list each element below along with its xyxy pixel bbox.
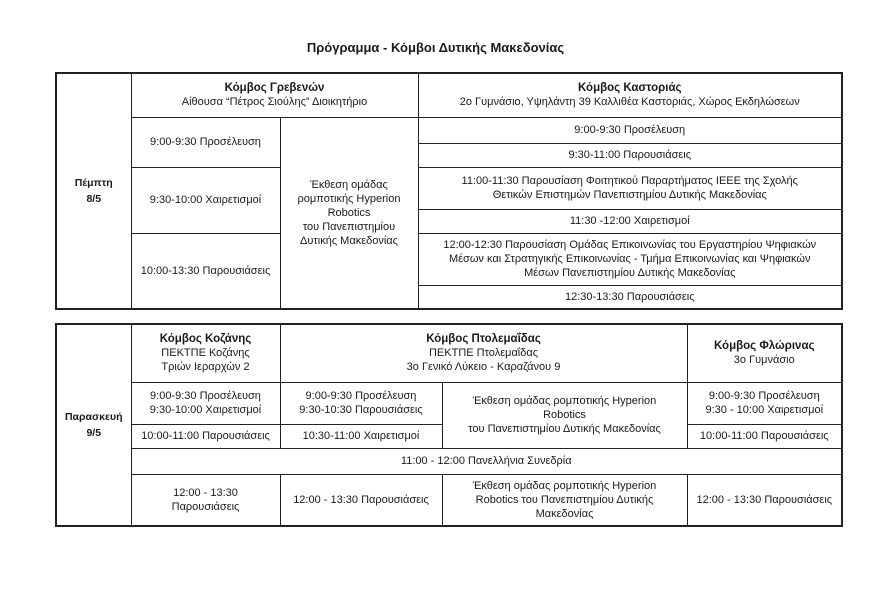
- thursday-date-label: 8/5: [86, 193, 102, 205]
- grevena-exhibit-cell: [280, 117, 418, 309]
- ptolemaida-slot: [280, 382, 442, 424]
- florina-node-name: Κόμβος Φλώρινας: [714, 340, 815, 353]
- ptolemaida-node-name: Κόμβος Πτολεμαΐδας: [426, 333, 541, 346]
- ptolemaida-venue-line: ΠΕΚΤΠΕ Πτολεμαΐδας: [428, 347, 539, 360]
- grevena-node-name: Κόμβος Γρεβενών: [224, 82, 325, 95]
- exhibit-line: Έκθεση ομάδας ρομποτικής Hyperion: [472, 479, 657, 492]
- slot-line: 9:30 - 10:00 Χαιρετισμοί: [705, 404, 824, 416]
- grevena-slot: 10:00-13:30 Παρουσιάσεις: [131, 233, 280, 309]
- exhibit-line: Robotics του Πανεπιστημίου Δυτικής: [475, 493, 654, 506]
- grevena-slot: 9:30-10:00 Χαιρετισμοί: [131, 167, 280, 233]
- slot-line: 12:00 - 13:30: [173, 486, 238, 499]
- exhibit-line: Έκθεση ομάδας: [310, 178, 388, 191]
- friday-schedule-table: [55, 323, 843, 527]
- exhibit-line: Δυτικής Μακεδονίας: [300, 234, 398, 247]
- friday-day-label: Παρασκευή: [64, 411, 123, 423]
- kozani-header: [131, 324, 280, 382]
- thursday-day-cell: [56, 73, 131, 309]
- slot-line: 9:00-9:30 Προσέλευση: [708, 390, 820, 402]
- slot-line: Μέσων Πανεπιστημίου Δυτικής Μακεδονίας: [524, 267, 736, 279]
- kastoria-header: [418, 73, 842, 117]
- slot-line: Μέσων και Στρατηγικής Επικοινωνίας - Τμήμα Επικοινωνίας και Ψηφιακών: [448, 253, 811, 265]
- exhibit-line: Μακεδονίας: [535, 507, 594, 520]
- kozani-venue-line: ΠΕΚΤΠΕ Κοζάνης: [161, 347, 250, 360]
- grevena-venue: Αίθουσα “Πέτρος Σιούλης” Διοικητήριο: [181, 96, 368, 109]
- florina-venue: 3ο Γυμνάσιο: [733, 354, 795, 367]
- slot-line: 9:30-10:00 Χαιρετισμοί: [149, 404, 262, 416]
- slot-line: 9:00-9:30 Προσέλευση: [150, 390, 261, 402]
- thursday-day-label: Πέμπτη: [74, 177, 113, 189]
- exhibit-line: Robotics: [327, 206, 371, 219]
- slot-line: 9:30-10:30 Παρουσιάσεις: [299, 404, 423, 416]
- exhibit-line: του Πανεπιστημίου Δυτικής Μακεδονίας: [468, 423, 661, 435]
- kastoria-slot: 11:30 -12:00 Χαιρετισμοί: [418, 209, 842, 233]
- plenary-session-row: 11:00 - 12:00 Πανελλήνια Συνεδρία: [131, 448, 842, 474]
- kastoria-slot: 9:30-11:00 Παρουσιάσεις: [418, 143, 842, 167]
- page-title: Πρόγραμμα - Κόμβοι Δυτικής Μακεδονίας: [306, 40, 565, 55]
- ptolemaida-exhibit-cell: [442, 474, 687, 526]
- slot-line: Θετικών Επιστημών Πανεπιστημίου Δυτικής Μακεδονίας: [492, 189, 767, 201]
- exhibit-line: ρομποτικής Hyperion: [297, 192, 401, 205]
- ptolemaida-slot: 10:30-11:00 Χαιρετισμοί: [280, 424, 442, 448]
- exhibit-line: Έκθεση ομάδας ρομποτικής Hyperion: [472, 395, 657, 407]
- kozani-slot: 10:00-11:00 Παρουσιάσεις: [131, 424, 280, 448]
- slot-line: 12:00-12:30 Παρουσίαση Ομάδας Επικοινωνίας του Εργαστηρίου Ψηφιακών: [443, 239, 817, 251]
- florina-header: [687, 324, 842, 382]
- kastoria-node-name: Κόμβος Καστοριάς: [578, 82, 682, 95]
- friday-date-label: 9/5: [86, 427, 102, 439]
- exhibit-line: του Πανεπιστημίου: [302, 220, 396, 233]
- kastoria-slot: 9:00-9:30 Προσέλευση: [418, 117, 842, 143]
- grevena-slot: 9:00-9:30 Προσέλευση: [131, 117, 280, 167]
- grevena-header: [131, 73, 418, 117]
- kastoria-slot: [418, 233, 842, 285]
- florina-slot: 12:00 - 13:30 Παρουσιάσεις: [687, 474, 842, 526]
- kastoria-slot: [418, 167, 842, 209]
- kozani-slot: [131, 382, 280, 424]
- florina-slot: [687, 382, 842, 424]
- slot-line: Παρουσιάσεις: [171, 500, 240, 513]
- ptolemaida-venue-line: 3ο Γενικό Λύκειο - Καραζάνου 9: [406, 361, 561, 374]
- ptolemaida-header: [280, 324, 687, 382]
- kozani-node-name: Κόμβος Κοζάνης: [159, 333, 252, 346]
- kastoria-slot: 12:30-13:30 Παρουσιάσεις: [418, 285, 842, 309]
- slot-line: 11:00-11:30 Παρουσίαση Φοιτητικού Παραρτήματος IEEE της Σχολής: [461, 175, 798, 187]
- ptolemaida-slot: 12:00 - 13:30 Παρουσιάσεις: [280, 474, 442, 526]
- exhibit-line: Robotics: [543, 409, 586, 421]
- slot-line: 9:00-9:30 Προσέλευση: [305, 390, 417, 402]
- thursday-schedule-table: [55, 72, 843, 310]
- kozani-slot: [131, 474, 280, 526]
- friday-day-cell: [56, 324, 131, 526]
- kozani-venue-line: Τριών Ιεραρχών 2: [161, 361, 250, 374]
- kastoria-venue: 2ο Γυμνάσιο, Υψηλάντη 39 Καλλιθέα Καστοριάς, Χώρος Εκδηλώσεων: [459, 96, 800, 109]
- florina-slot: 10:00-11:00 Παρουσιάσεις: [687, 424, 842, 448]
- ptolemaida-exhibit-cell: [442, 382, 687, 448]
